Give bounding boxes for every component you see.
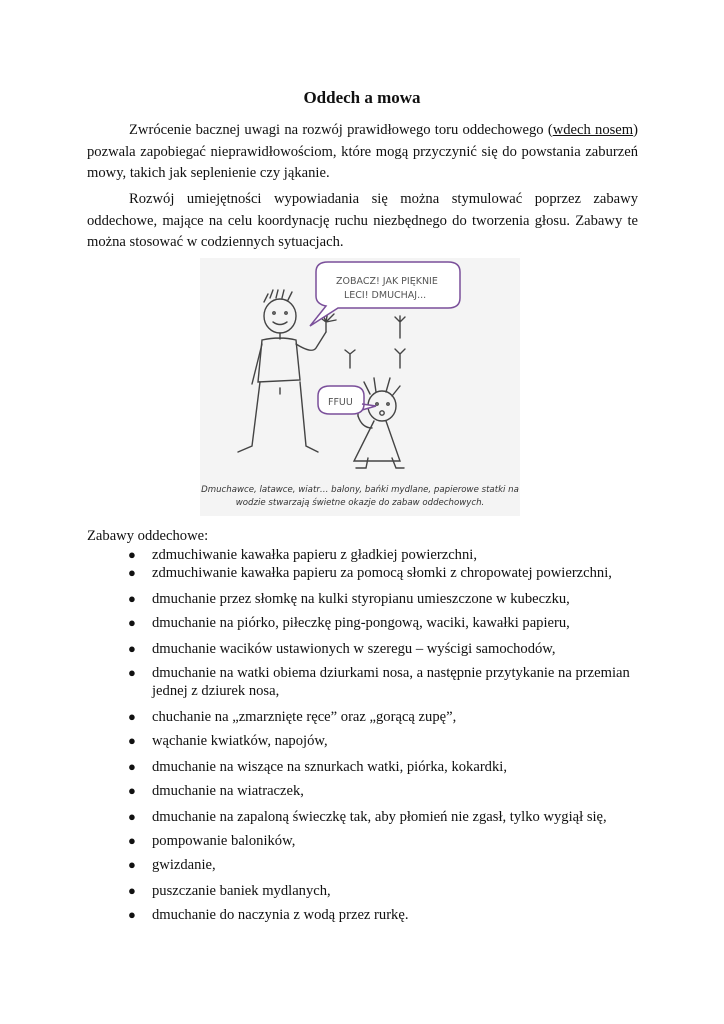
bullet-icon: ● [128,857,136,872]
bullet-icon: ● [128,615,136,630]
adult-bubble-line1: ZOBACZ! JAK PIĘKNIE [336,276,438,287]
child-bubble-text: FFUU [328,397,353,408]
bullet-icon: ● [128,833,136,848]
bullet-icon: ● [128,809,136,824]
child-arm [358,416,372,428]
caption-line2: wodzie stwarzają świetne okazje do zabaw oddechowych. [235,498,485,508]
adult-head [264,299,296,333]
child-dress [354,421,400,461]
bullet-icon: ● [128,641,136,656]
bullet-icon: ● [128,547,136,562]
adult-legs [238,382,318,452]
bullet-icon: ● [128,733,136,748]
figure-caption [200,484,520,510]
child-hair [364,378,400,396]
bullet-icon: ● [128,783,136,798]
bullet-icon: ● [128,759,136,774]
bullet-icon: ● [128,907,136,922]
list-heading: Zabawy oddechowe: [87,528,209,544]
bullet-icon: ● [128,591,136,606]
adult-body [258,333,300,382]
stimulation-paragraph: Rozwój umiejętności wypowiadania się można stymulować poprzez zabawy oddechowe, mające na celu koordynację ruchu niezbędnego do tworzenia głosu. Zabawy te można stosować w codziennych sytuacjach. [87,191,638,250]
bullet-icon: ● [128,709,136,724]
intro-paragraph [87,120,638,185]
adult-arm-left [252,344,262,384]
adult-bubble-line2: LECI! DMUCHAJ... [344,290,427,301]
bullet-icon: ● [128,665,136,680]
illustration [200,258,520,516]
bullet-icon: ● [128,883,136,898]
nose-breathing-underlined: wdech nosem [552,122,634,138]
intro-text-start: Zwrócenie bacznej uwagi na rozwój prawidłowego toru oddechowego ( [129,122,553,138]
adult-arm-right [296,332,326,350]
child-legs [356,458,404,468]
intro-text-end: ) pozwala zapobiegać nieprawidłowościom, które mogą przyczynić się do powstania zaburzeń mowy, takich jak seplenienie czy jąkanie. [87,122,639,181]
dandelion-drawing [200,258,520,484]
caption-line1: Dmuchawce, latawce, wiatr… balony, bańki mydlane, papierowe statki na [201,485,519,495]
page-title: Oddech a mowa [303,88,421,107]
adult-hair [264,290,292,302]
bullet-icon: ● [128,565,136,580]
